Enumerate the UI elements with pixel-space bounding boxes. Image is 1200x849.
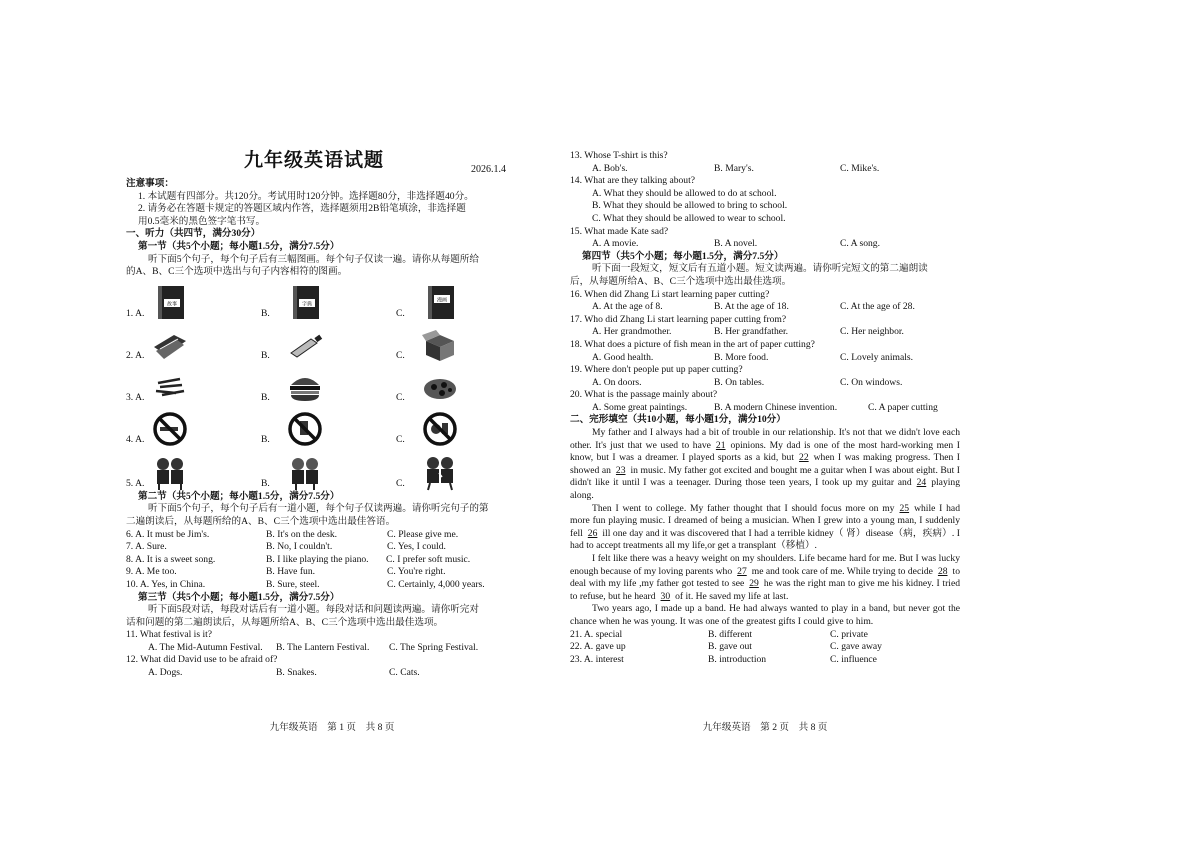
section1-instruction: 听下面5个句子，每个句子后有三幅图画。每个句子仅读一遍。请你从每题所给 bbox=[148, 253, 479, 265]
option-c: C. I prefer soft music. bbox=[386, 553, 471, 565]
cloze-text: I felt like there was a heavy weight on my shoulders. Life became hard for me. But I was lucky enough because of my loving parents who bbox=[570, 553, 960, 577]
question-22-options bbox=[570, 641, 960, 654]
option-label: C. bbox=[396, 478, 405, 490]
question-21-options bbox=[570, 629, 960, 642]
option-c: C. Mike's. bbox=[840, 162, 880, 174]
option-a: 10. A. Yes, in China. bbox=[126, 578, 206, 590]
question-19-options bbox=[570, 377, 960, 390]
no-smoking-icon bbox=[150, 411, 190, 447]
question-14: 14. What are they talking about? bbox=[570, 175, 696, 187]
option-a: 6. A. It must be Jim's. bbox=[126, 528, 210, 540]
option-c: C. You're right. bbox=[387, 566, 446, 578]
option-c: C. Please give me. bbox=[387, 528, 459, 540]
option-c: C. influence bbox=[830, 653, 877, 665]
option-label: C. bbox=[396, 434, 405, 446]
question-11-options bbox=[126, 642, 538, 655]
section2-title: 第二节（共5个小题；每小题1.5分，满分7.5分） bbox=[138, 490, 340, 502]
picture-row-4 bbox=[126, 405, 538, 447]
notes-heading: 注意事项： bbox=[126, 178, 174, 189]
cloze-text: when I was making progress. Then I showed an bbox=[570, 452, 961, 476]
option-a: A. Good health. bbox=[592, 351, 654, 363]
option-label: 5. A. bbox=[126, 478, 145, 490]
option-a: A. What they should be allowed to do at school. bbox=[592, 187, 777, 199]
option-a: 21. A. special bbox=[570, 628, 623, 640]
question-8 bbox=[126, 554, 538, 567]
cloze-paragraph-3 bbox=[570, 553, 960, 603]
students-talking-icon bbox=[420, 455, 460, 491]
option-label: C. bbox=[396, 308, 405, 320]
question-16-options bbox=[570, 301, 960, 314]
question-18-options bbox=[570, 352, 960, 365]
option-c: C. private bbox=[830, 628, 868, 640]
blank-30: 30 bbox=[660, 590, 671, 602]
option-label: 1. A. bbox=[126, 308, 145, 320]
cloze-paragraph-2 bbox=[570, 503, 960, 553]
section2-instruction-2: 二遍朗读后，从每题所给的A、B、C三个选项中选出最佳答语。 bbox=[126, 515, 396, 527]
option-label: B. bbox=[261, 434, 270, 446]
option-c: C. A paper cutting bbox=[868, 401, 938, 413]
cardboard-box-icon bbox=[420, 327, 460, 363]
question-17-options bbox=[570, 326, 960, 339]
question-12: 12. What did David use to be afraid of? bbox=[126, 654, 278, 666]
option-a: A. Dogs. bbox=[148, 667, 183, 679]
option-a: A. On doors. bbox=[592, 376, 642, 388]
question-18: 18. What does a picture of fish mean in the art of paper cutting? bbox=[570, 338, 815, 350]
blank-29: 29 bbox=[749, 578, 759, 590]
question-15: 15. What made Kate sad? bbox=[570, 225, 669, 237]
option-c: C. Yes, I could. bbox=[387, 541, 446, 553]
hamburger-icon bbox=[285, 369, 325, 405]
section4-title: 第四节（共5个小题；每小题1.5分，满分7.5分） bbox=[582, 250, 784, 262]
option-c: C. Her neighbor. bbox=[840, 326, 904, 338]
section3-instruction-2: 话和问题的第二遍朗读后，从每题所给A、B、C三个选项中选出最佳选项。 bbox=[126, 616, 444, 628]
option-b: B. More food. bbox=[714, 351, 769, 363]
option-a: A. Bob's. bbox=[592, 162, 628, 174]
option-b: B. Have fun. bbox=[266, 566, 316, 578]
part1-heading: 一、听力（共四节，满分30分） bbox=[126, 228, 261, 240]
section4-instruction-2: 后，从每题所给A、B、C三个选项中选出最佳选项。 bbox=[570, 275, 792, 287]
blank-27: 27 bbox=[737, 565, 747, 577]
note-2: 2. 请务必在答题卡规定的答题区域内作答，选择题须用2B铅笔填涂，非选择题 bbox=[138, 203, 466, 215]
option-b: B. different bbox=[708, 628, 753, 640]
question-6 bbox=[126, 529, 538, 542]
question-16: 16. When did Zhang Li start learning paper cutting? bbox=[570, 288, 770, 300]
picture-row-1 bbox=[126, 279, 538, 321]
blank-26: 26 bbox=[587, 527, 598, 539]
option-b: B. No, I couldn't. bbox=[266, 541, 333, 553]
option-a: 8. A. It is a sweet song. bbox=[126, 553, 216, 565]
option-b: B. I like playing the piano. bbox=[266, 553, 369, 565]
section1-title: 第一节（共5个小题；每小题1.5分，满分7.5分） bbox=[138, 240, 340, 252]
option-c: C. A song. bbox=[840, 238, 880, 250]
option-c: C. At the age of 28. bbox=[840, 301, 915, 313]
no-drinking-icon bbox=[285, 411, 325, 447]
picture-row-5 bbox=[126, 447, 538, 491]
question-7 bbox=[126, 541, 538, 554]
cloze-text: opinions. My dad is one of the most hard-working men I know, but I was a dreamer. I played sports as a kid, but bbox=[570, 439, 960, 464]
option-b: B. Mary's. bbox=[714, 162, 754, 174]
part2-heading: 二、完形填空（共10小题，每小题1分，满分10分） bbox=[570, 414, 786, 426]
option-label: 4. A. bbox=[126, 434, 145, 446]
exam-title: 九年级英语试题 bbox=[244, 149, 385, 171]
option-b: B. A modern Chinese invention. bbox=[714, 401, 838, 413]
page-footer: 九年级英语 第 2 页 共 8 页 bbox=[702, 722, 828, 734]
option-a: A. Her grandmother. bbox=[592, 326, 672, 338]
option-a: 22. A. gave up bbox=[570, 641, 626, 653]
option-c: C. On windows. bbox=[840, 376, 903, 388]
option-label: C. bbox=[396, 350, 405, 362]
option-a: 7. A. Sure. bbox=[126, 541, 167, 553]
picture-row-2 bbox=[126, 321, 538, 363]
cloze-paragraph-1 bbox=[570, 427, 960, 503]
blank-23: 23 bbox=[615, 464, 626, 476]
option-a: A. Some great paintings. bbox=[592, 401, 688, 413]
question-20: 20. What is the passage mainly about? bbox=[570, 389, 718, 401]
cloze-paragraph-4: Two years ago, I made up a band. He had always wanted to play in a band, but never got the chance when he was young. It was one of the greatest gifts I could give to him. bbox=[570, 603, 960, 627]
pizza-icon bbox=[420, 369, 460, 405]
option-label: B. bbox=[261, 392, 270, 404]
option-a: 9. A. Me too. bbox=[126, 566, 177, 578]
newspapers-icon bbox=[150, 327, 190, 363]
page-1 bbox=[126, 149, 538, 734]
dictionary-icon bbox=[285, 285, 325, 321]
storybook-icon bbox=[150, 285, 190, 321]
cloze-text: me and took care of me. While trying to decide bbox=[751, 565, 933, 577]
question-9 bbox=[126, 566, 538, 579]
question-11: 11. What festival is it? bbox=[126, 629, 213, 641]
section3-title: 第三节（共5个小题；每小题1.5分，满分7.5分） bbox=[138, 591, 340, 603]
option-b: B. introduction bbox=[708, 653, 767, 665]
page-2 bbox=[570, 150, 961, 734]
question-12-options bbox=[126, 667, 538, 680]
option-a: A. The Mid-Autumn Festival. bbox=[148, 641, 263, 653]
title-row bbox=[126, 150, 538, 178]
blank-21: 21 bbox=[715, 439, 726, 451]
option-label: 2. A. bbox=[126, 350, 145, 362]
note-1: 1. 本试题有四部分。共120分。考试用时120分钟。选择题80分，非选择题40分。 bbox=[138, 190, 474, 202]
students-icon bbox=[150, 455, 190, 491]
section4-instruction: 听下面一段短文，短文后有五道小题。短文读两遍。请你听完短文的第二遍朗读 bbox=[592, 263, 928, 275]
option-b: B. Snakes. bbox=[276, 667, 317, 679]
blank-25: 25 bbox=[899, 502, 910, 514]
option-b: B. It's on the desk. bbox=[266, 528, 338, 540]
cloze-text: while I had more fun playing music. I dreamed of being a musician. When I grew into a young man, I suddenly fell bbox=[570, 502, 960, 539]
cloze-text: in music. My father got excited and bought me a guitar when I was about eight. But I didn't like it until I was a teenager. During those teen years, I took up my guitar and bbox=[570, 464, 960, 489]
picture-row-3 bbox=[126, 363, 538, 405]
option-b: B. A novel. bbox=[714, 238, 758, 250]
option-c: C. What they should be allowed to wear to school. bbox=[592, 212, 786, 224]
section2-instruction: 听下面5个句子，每个句子后有一道小题，每个句子仅读两遍。请你听完句子的第 bbox=[148, 503, 489, 515]
cloze-text: he was the right man to give me his kidney. I tried to refuse, but he heard bbox=[570, 578, 960, 602]
option-label: B. bbox=[261, 350, 270, 362]
note-3: 用0.5毫米的黑色签字笔书写。 bbox=[138, 215, 266, 227]
question-13: 13. Whose T-shirt is this? bbox=[570, 150, 668, 161]
question-19: 19. Where don't people put up paper cutting? bbox=[570, 364, 743, 376]
students-smiling-icon bbox=[285, 455, 325, 491]
book-label: 漫画 bbox=[436, 298, 448, 304]
comic-book-icon bbox=[420, 285, 460, 321]
option-c: C. The Spring Festival. bbox=[389, 641, 479, 653]
question-17: 17. Who did Zhang Li start learning paper cutting from? bbox=[570, 313, 787, 325]
section3-instruction: 听下面5段对话，每段对话后有一道小题。每段对话和问题读两遍。请你听完对 bbox=[148, 604, 479, 616]
option-c: C. Lovely animals. bbox=[840, 351, 914, 363]
cloze-text: to deal with my life ,my father got tested to see bbox=[570, 565, 960, 590]
option-label: B. bbox=[261, 308, 270, 320]
option-b: B. On tables. bbox=[714, 376, 765, 388]
option-label: 3. A. bbox=[126, 392, 145, 404]
option-b: B. gave out bbox=[708, 641, 752, 653]
option-a: A. At the age of 8. bbox=[592, 301, 663, 313]
blank-28: 28 bbox=[937, 565, 948, 577]
plastic-bottle-icon bbox=[285, 327, 325, 363]
question-10 bbox=[126, 579, 538, 592]
question-15-options bbox=[570, 238, 960, 251]
option-c: C. Certainly, 4,000 years. bbox=[387, 578, 485, 590]
option-b: B. Sure, steel. bbox=[266, 578, 320, 590]
book-label: 故事 bbox=[166, 302, 178, 308]
option-b: B. The Lantern Festival. bbox=[276, 641, 370, 653]
option-label: C. bbox=[396, 392, 405, 404]
blank-24: 24 bbox=[916, 477, 927, 489]
blank-22: 22 bbox=[799, 452, 809, 464]
question-20-options bbox=[570, 402, 960, 415]
page-footer: 九年级英语 第 1 页 共 8 页 bbox=[269, 722, 395, 734]
cloze-text: My father and I always had a bit of trouble in our relationship. It's not that we didn't love each other. It's just that we used to have bbox=[570, 427, 960, 451]
cloze-text: Then I went to college. My father thought that I should focus more on my bbox=[592, 502, 895, 514]
question-13-options bbox=[570, 163, 960, 176]
question-23-options bbox=[570, 654, 960, 667]
option-b: B. At the age of 18. bbox=[714, 301, 789, 313]
exam-date: 2026.1.4 bbox=[471, 164, 506, 175]
french-fries-icon bbox=[150, 369, 190, 405]
no-food-icon bbox=[420, 411, 460, 447]
cloze-text: of it. He saved my life at last. bbox=[675, 590, 789, 602]
section1-instruction-2: 的A、B、C三个选项中选出与句子内容相符的图画。 bbox=[126, 266, 348, 278]
option-b: B. Her grandfather. bbox=[714, 326, 789, 338]
option-a: A. A movie. bbox=[592, 238, 639, 250]
option-c: C. Cats. bbox=[389, 667, 420, 679]
book-label: 字典 bbox=[301, 302, 313, 308]
cloze-text: playing along. bbox=[570, 477, 960, 502]
option-c: C. gave away bbox=[830, 641, 882, 653]
option-a: 23. A. interest bbox=[570, 653, 624, 665]
option-b: B. What they should be allowed to bring to school. bbox=[592, 200, 788, 212]
cloze-text: ill one day and it was discovered that I had a terrible kidney（ 肾）disease（病，疾病）. I had to accept treatments all my life,or get a transplant（移植）. bbox=[570, 527, 960, 552]
option-label: B. bbox=[261, 478, 270, 490]
